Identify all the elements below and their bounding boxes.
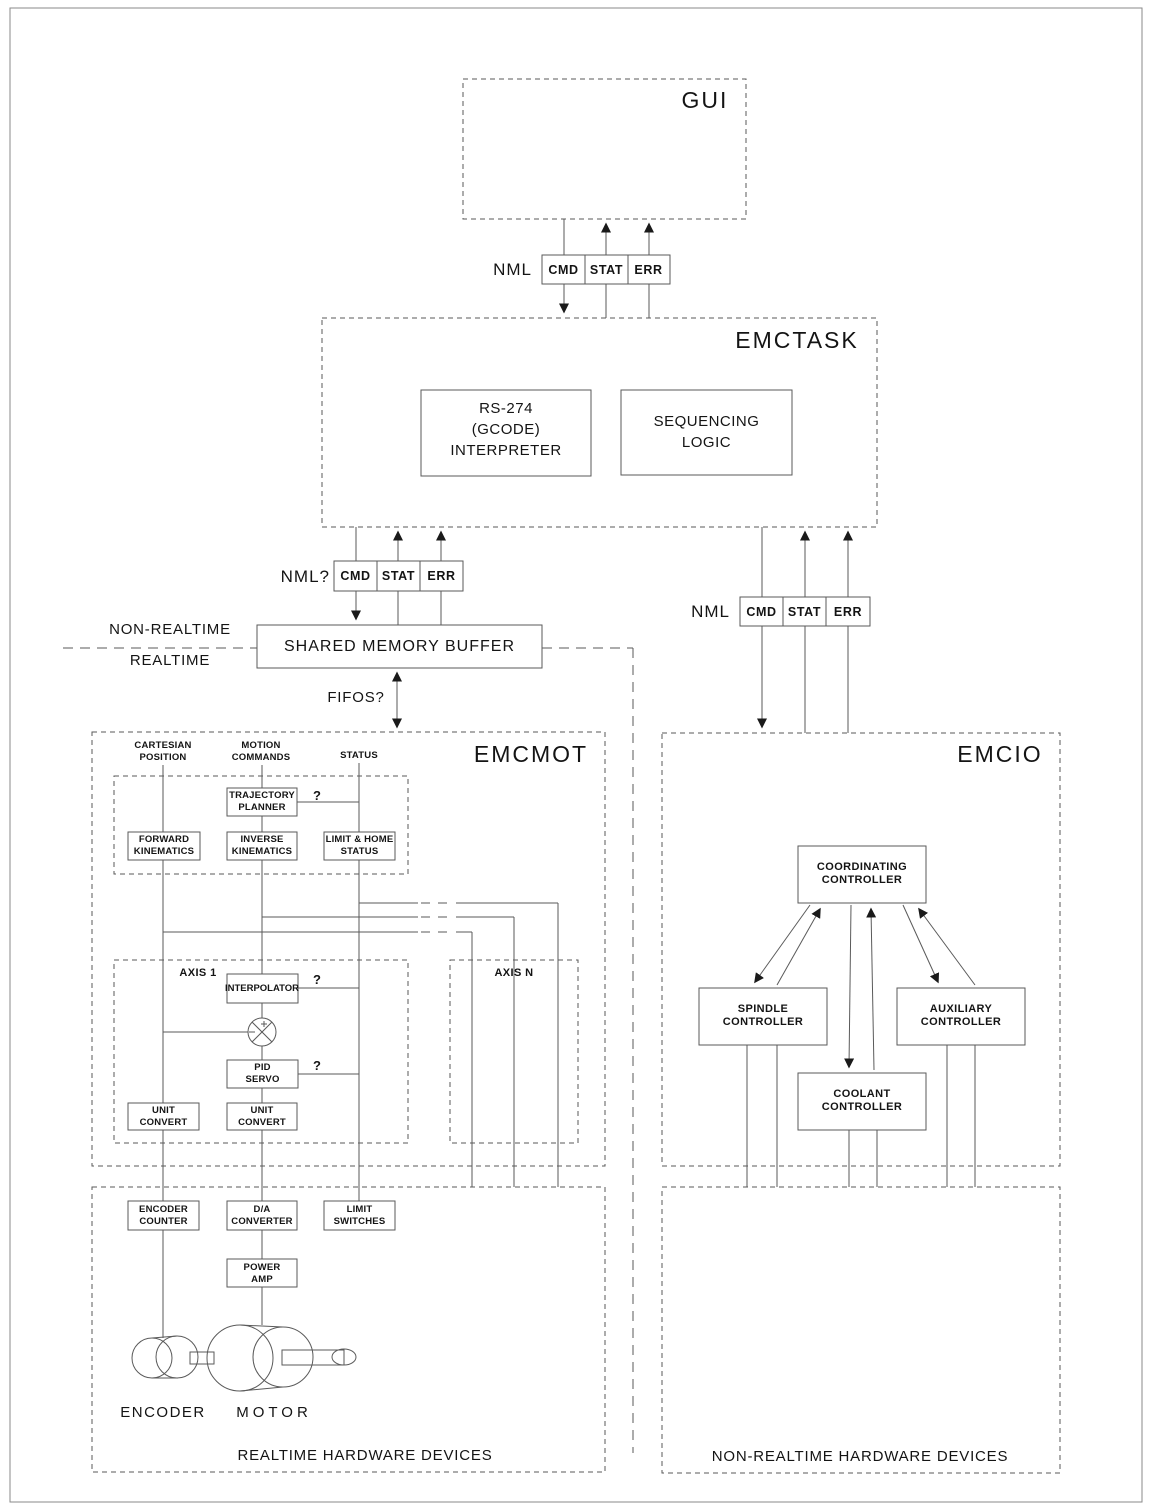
limit-switches-label: LIMIT SWITCHES (333, 1204, 386, 1227)
nml-top-cmd: CMD (548, 263, 579, 277)
emcmot-box (92, 732, 605, 1166)
nml-task-stat: STAT (381, 569, 416, 583)
nml-io-err: ERR (833, 605, 863, 619)
coolant-controller-label: COOLANT CONTROLLER (821, 1088, 903, 1113)
nml-io-label: NML (691, 602, 730, 621)
pid-servo-label: PID SERVO (245, 1062, 280, 1085)
shared-memory-buffer-label: SHARED MEMORY BUFFER (284, 638, 515, 655)
nml-top-err: ERR (634, 263, 663, 277)
power-amp-label: POWER AMP (243, 1262, 281, 1285)
nml-task-label: NML? (280, 567, 330, 586)
non-realtime-label: NON-REALTIME (109, 621, 231, 638)
nml-top-label: NML (493, 260, 532, 279)
emcmot-title: EMCMOT (473, 741, 589, 767)
nml-task-cmd: CMD (340, 569, 371, 583)
inverse-kinematics-label: INVERSE KINEMATICS (231, 834, 293, 857)
summing-junction (248, 1018, 276, 1046)
emcio-links (747, 905, 975, 1187)
limit-home-status-label: LIMIT & HOME STATUS (325, 834, 394, 857)
sequencing-logic-label: SEQUENCING LOGIC (653, 413, 760, 451)
status-label: STATUS (340, 750, 378, 761)
da-converter-label: D/A CONVERTER (231, 1204, 293, 1227)
auxiliary-controller-label: AUXILIARY CONTROLLER (920, 1003, 1002, 1028)
nml-top-stat: STAT (589, 263, 624, 277)
interpolator-question-mark: ? (313, 972, 321, 987)
trajectory-planner-label: TRAJECTORY PLANNER (229, 790, 295, 813)
nml-io-cmd: CMD (746, 605, 777, 619)
rs274-interpreter-label: RS-274 (GCODE) INTERPRETER (450, 400, 562, 459)
encoder-counter-label: ENCODER COUNTER (139, 1204, 188, 1227)
forward-kinematics-label: FORWARD KINEMATICS (133, 834, 195, 857)
encoder-label: ENCODER (120, 1404, 206, 1421)
cartesian-position-label: CARTESIAN POSITION (134, 740, 192, 763)
axis1-label: AXIS 1 (179, 967, 217, 979)
motor-label: MOTOR (236, 1404, 312, 1421)
pid-question-mark: ? (313, 1058, 321, 1073)
gui-title: GUI (681, 87, 729, 113)
nml-io-stat: STAT (787, 605, 822, 619)
trajectory-question-mark: ? (313, 788, 321, 803)
realtime-hardware-devices-label: REALTIME HARDWARE DEVICES (237, 1447, 493, 1464)
encoder-drawing (132, 1230, 214, 1378)
nml-task-err: ERR (427, 569, 456, 583)
non-realtime-hardware-devices-label: NON-REALTIME HARDWARE DEVICES (711, 1448, 1009, 1465)
realtime-label: REALTIME (129, 652, 211, 669)
emctask-title: EMCTASK (735, 327, 859, 353)
coordinating-controller-label: COORDINATING CONTROLLER (816, 861, 908, 886)
realtime-divider (63, 648, 633, 1453)
emctask-emcio-links (762, 527, 848, 733)
interpolator-label: INTERPOLATOR (224, 983, 300, 994)
non-realtime-hardware-box (662, 1187, 1060, 1473)
motion-commands-label: MOTION COMMANDS (231, 740, 291, 763)
axisn-label: AXIS N (494, 967, 534, 979)
axis-branch-lines (163, 903, 558, 1187)
fifos-label: FIFOS? (327, 689, 385, 706)
unit-convert-left-label: UNIT CONVERT (139, 1105, 188, 1128)
motor-drawing (207, 1287, 356, 1391)
unit-convert-mid-label: UNIT CONVERT (238, 1105, 286, 1128)
spindle-controller-label: SPINDLE CONTROLLER (722, 1003, 804, 1028)
emcio-title: EMCIO (957, 741, 1043, 767)
